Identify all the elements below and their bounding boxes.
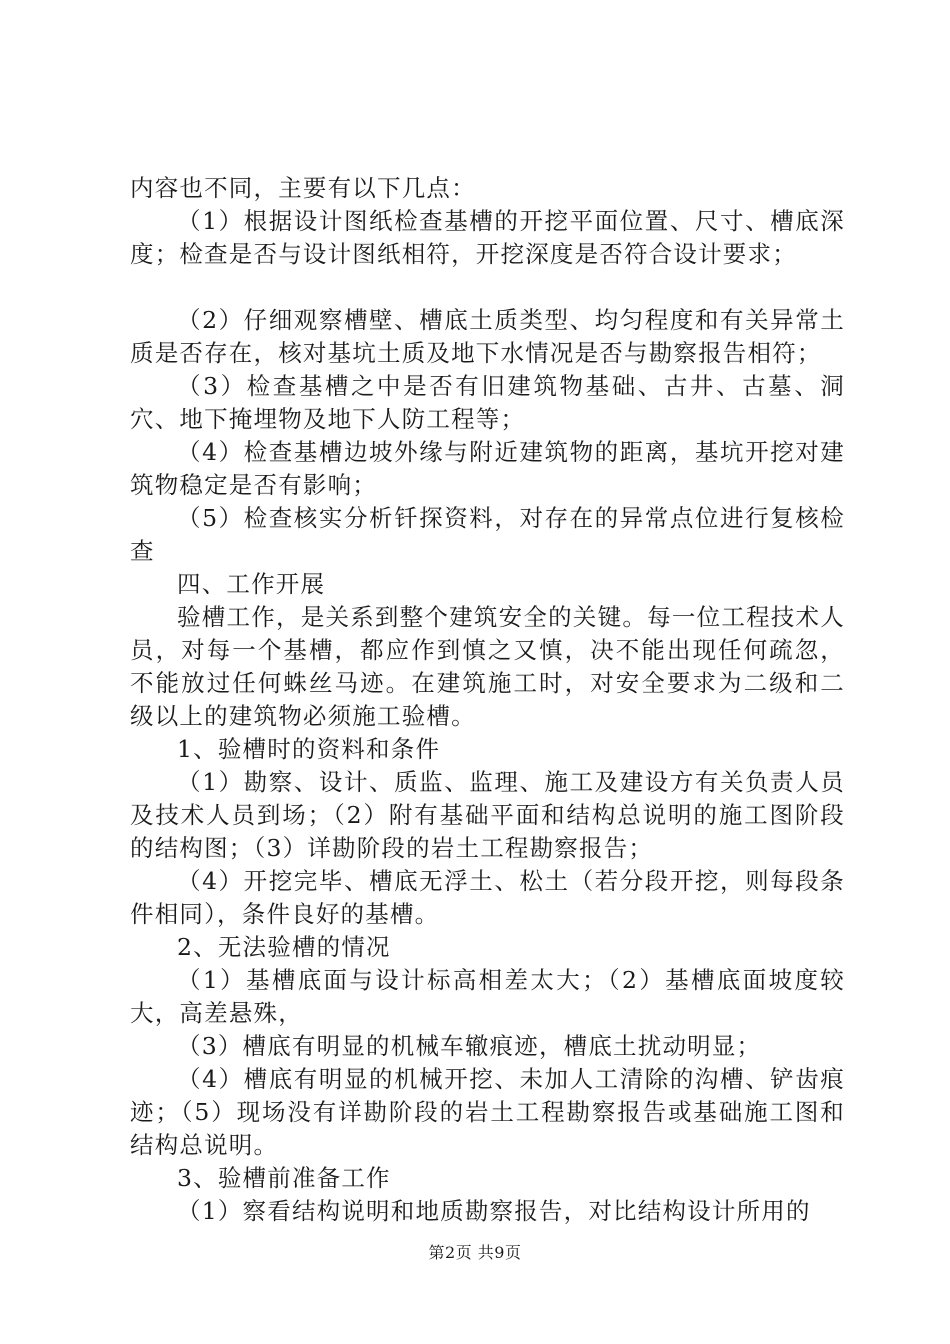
subheading-1: 1、验槽时的资料和条件	[177, 735, 441, 763]
paragraph-intro: 内容也不同，主要有以下几点：	[130, 174, 476, 202]
paragraph-item-3: （3）检查基槽之中是否有旧建筑物基础、古井、古墓、洞穴、地下掩埋物及地下人防工程等；	[130, 372, 845, 433]
paragraph-unable-3: （4）槽底有明显的机械开挖、未加人工清除的沟槽、铲齿痕迹；（5）现场没有详勘阶段的岩土工程勘察报告或基础施工图和结构总说明。	[130, 1065, 845, 1159]
section-heading-4: 四、工作开展	[177, 570, 326, 598]
subheading-3: 3、验槽前准备工作	[177, 1164, 391, 1192]
paragraph-work-intro: 验槽工作，是关系到整个建筑安全的关键。每一位工程技术人员，对每一个基槽，都应作到慎之又慎，决不能出现任何疏忽，不能放过任何蛛丝马迹。在建筑施工时，对安全要求为二级和二级以上的建筑物必须施工验槽。	[130, 603, 845, 730]
paragraph-prep-1: （1）察看结构说明和地质勘察报告，对比结构设计所用的	[177, 1197, 811, 1225]
paragraph-item-5: （5）检查核实分析钎探资料，对存在的异常点位进行复核检查	[130, 504, 845, 565]
paragraph-item-1: （1）根据设计图纸检查基槽的开挖平面位置、尺寸、槽底深度；检查是否与设计图纸相符，开挖深度是否符合设计要求；	[130, 207, 845, 268]
paragraph-unable-2: （3）槽底有明显的机械车辙痕迹，槽底土扰动明显；	[177, 1032, 762, 1060]
paragraph-conditions-1: （1）勘察、设计、质监、监理、施工及建设方有关负责人员及技术人员到场；（2）附有基础平面和结构总说明的施工图阶段的结构图；（3）详勘阶段的岩土工程勘察报告；	[130, 768, 845, 862]
document-body	[130, 172, 845, 1228]
subheading-2: 2、无法验槽的情况	[177, 933, 391, 961]
paragraph-unable-1: （1）基槽底面与设计标高相差太大；（2）基槽底面坡度较大，高差悬殊，	[130, 966, 845, 1027]
paragraph-item-4: （4）检查基槽边坡外缘与附近建筑物的距离，基坑开挖对建筑物稳定是否有影响；	[130, 438, 845, 499]
paragraph-item-2: （2）仔细观察槽壁、槽底土质类型、均匀程度和有关异常土质是否存在，核对基坑土质及地下水情况是否与勘察报告相符；	[130, 306, 845, 367]
page-number-footer: 第2页 共9页	[428, 1243, 522, 1262]
blank-line	[130, 271, 845, 304]
paragraph-conditions-2: （4）开挖完毕、槽底无浮土、松土（若分段开挖，则每段条件相同），条件良好的基槽。	[130, 867, 845, 928]
